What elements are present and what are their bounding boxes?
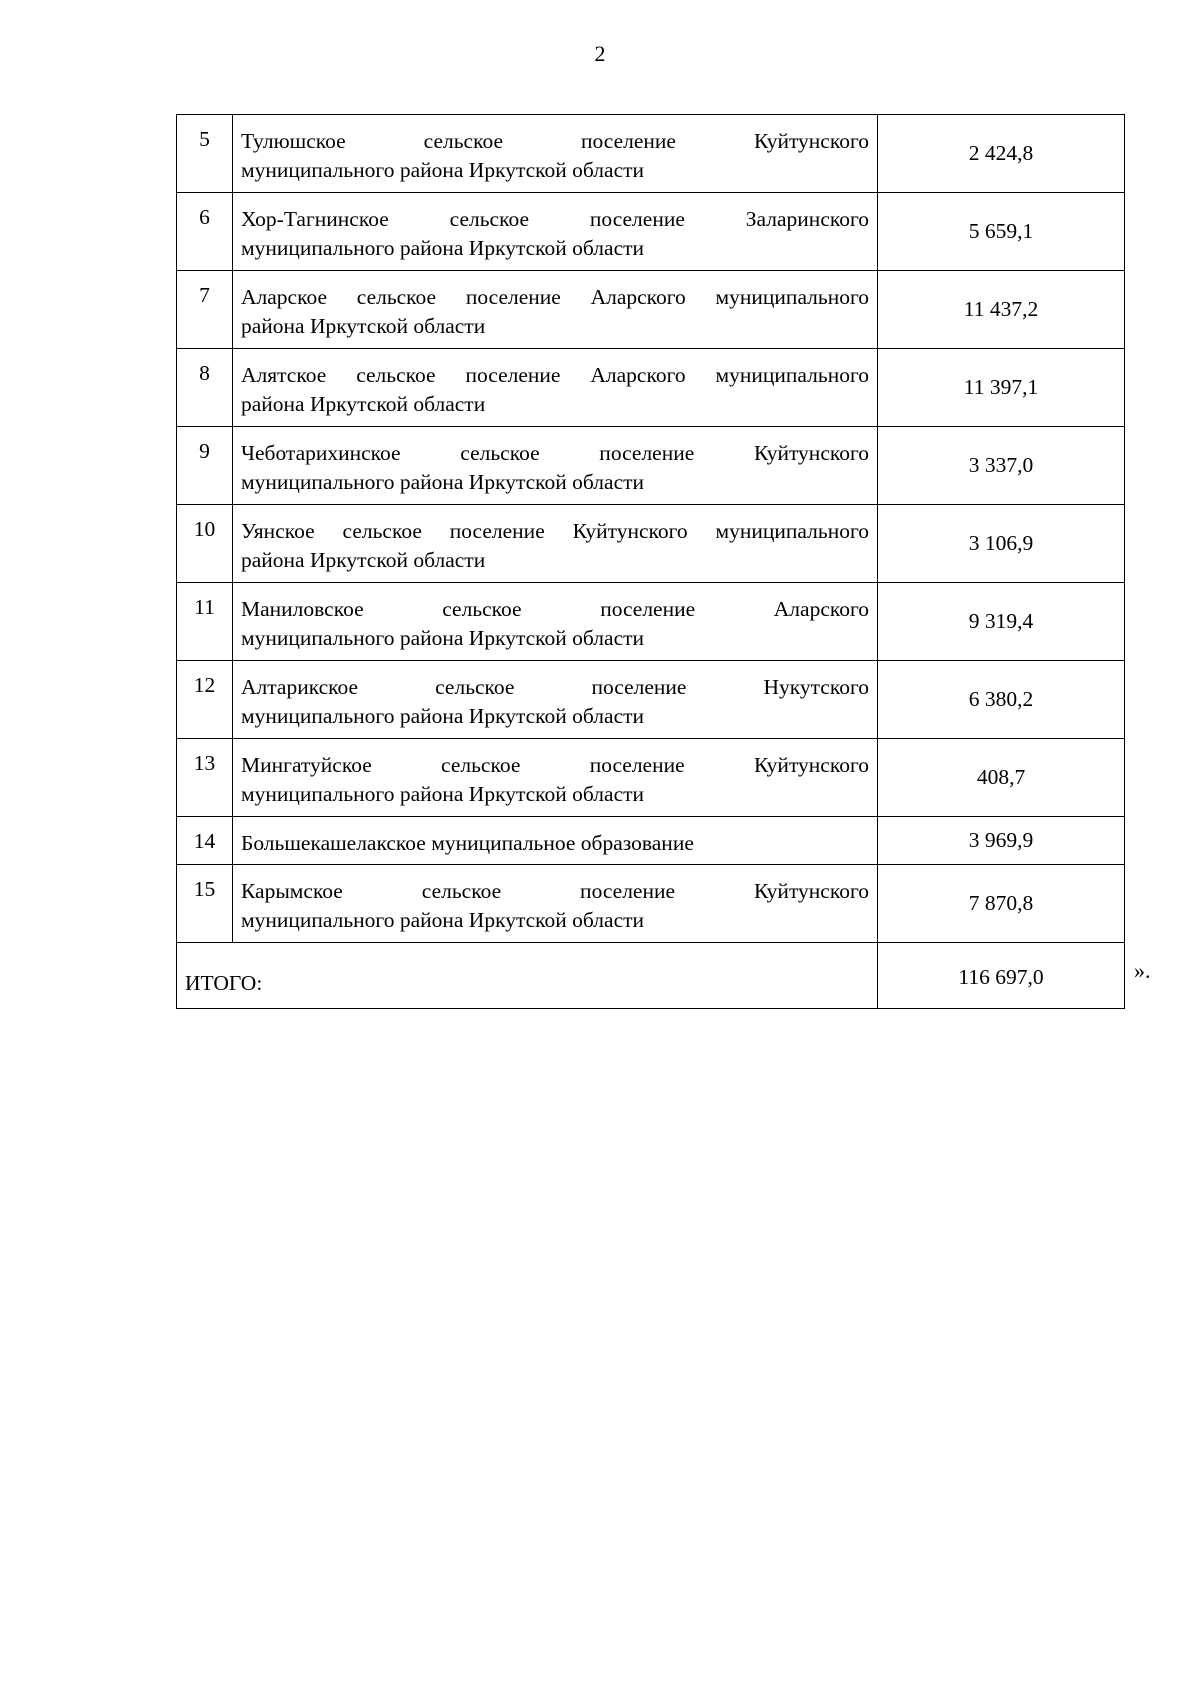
amount-value: 408,7: [878, 739, 1125, 817]
total-label: ИТОГО:: [177, 943, 878, 1009]
row-number: 6: [177, 193, 233, 271]
row-number: 9: [177, 427, 233, 505]
table-row: [177, 505, 1125, 583]
settlement-name: [233, 817, 878, 865]
table-row: [177, 583, 1125, 661]
total-row: [177, 943, 1125, 1009]
row-number: 13: [177, 739, 233, 817]
table-row: [177, 817, 1125, 865]
settlement-name-line2: района Иркутской области: [241, 548, 486, 572]
settlement-name-line1: Мингатуйское сельское поселение Куйтунского: [241, 753, 869, 777]
amount-value: 6 380,2: [878, 661, 1125, 739]
settlement-name: [233, 739, 878, 817]
row-number: 11: [177, 583, 233, 661]
table-row: [177, 661, 1125, 739]
page-number: 2: [594, 41, 606, 66]
table-row: [177, 865, 1125, 943]
amount-value: 2 424,8: [878, 115, 1125, 193]
table-row: [177, 349, 1125, 427]
settlement-name: [233, 505, 878, 583]
settlement-name-line2: муниципального района Иркутской области: [241, 704, 645, 728]
settlement-name-line2: района Иркутской области: [241, 314, 486, 338]
row-number: 8: [177, 349, 233, 427]
settlement-name-line1: Карымское сельское поселение Куйтунского: [241, 879, 869, 903]
total-value: 116 697,0: [878, 943, 1125, 1009]
amount-value: 3 337,0: [878, 427, 1125, 505]
table-row: [177, 427, 1125, 505]
closing-quote: ».: [1134, 958, 1151, 983]
settlement-name: [233, 115, 878, 193]
settlement-name: [233, 865, 878, 943]
table-row: [177, 115, 1125, 193]
row-number: 10: [177, 505, 233, 583]
amount-value: 5 659,1: [878, 193, 1125, 271]
settlement-name: [233, 271, 878, 349]
settlement-name-line2: муниципального района Иркутской области: [241, 626, 645, 650]
amount-value: 3 969,9: [878, 817, 1125, 865]
settlement-name-line1: Тулюшское сельское поселение Куйтунского: [241, 129, 869, 153]
amount-value: 11 397,1: [878, 349, 1125, 427]
amount-value: 3 106,9: [878, 505, 1125, 583]
settlement-name-line1: Алтарикское сельское поселение Нукутского: [241, 675, 869, 699]
settlement-name-line2: района Иркутской области: [241, 392, 486, 416]
settlement-name-line2: муниципального района Иркутской области: [241, 470, 645, 494]
settlement-name: [233, 349, 878, 427]
row-number: 14: [177, 817, 233, 865]
amount-value: 11 437,2: [878, 271, 1125, 349]
settlement-name-line2: муниципального района Иркутской области: [241, 158, 645, 182]
settlement-name: [233, 583, 878, 661]
settlement-name-line1: Маниловское сельское поселение Аларского: [241, 597, 869, 621]
settlement-name-line2: муниципального района Иркутской области: [241, 908, 645, 932]
settlement-name: [233, 193, 878, 271]
settlement-name-line1: Аларское сельское поселение Аларского муниципального: [241, 285, 869, 309]
row-number: 7: [177, 271, 233, 349]
settlement-name-line1: Алятское сельское поселение Аларского муниципального: [241, 363, 869, 387]
table-row: [177, 271, 1125, 349]
row-number: 12: [177, 661, 233, 739]
amount-value: 7 870,8: [878, 865, 1125, 943]
settlement-name: [233, 427, 878, 505]
table-row: [177, 193, 1125, 271]
settlement-name-line1: Хор-Тагнинское сельское поселение Заларинского: [241, 207, 869, 231]
settlement-name-line1: Чеботарихинское сельское поселение Куйтунского: [241, 441, 869, 465]
table-row: [177, 739, 1125, 817]
municipal-allocation-table: [176, 114, 1125, 1009]
amount-value: 9 319,4: [878, 583, 1125, 661]
settlement-name-line2: муниципального района Иркутской области: [241, 236, 645, 260]
settlement-name-line1: Большекашелакское муниципальное образование: [241, 831, 694, 855]
settlement-name: [233, 661, 878, 739]
row-number: 5: [177, 115, 233, 193]
settlement-name-line1: Уянское сельское поселение Куйтунского муниципального: [241, 519, 869, 543]
row-number: 15: [177, 865, 233, 943]
settlement-name-line2: муниципального района Иркутской области: [241, 782, 645, 806]
